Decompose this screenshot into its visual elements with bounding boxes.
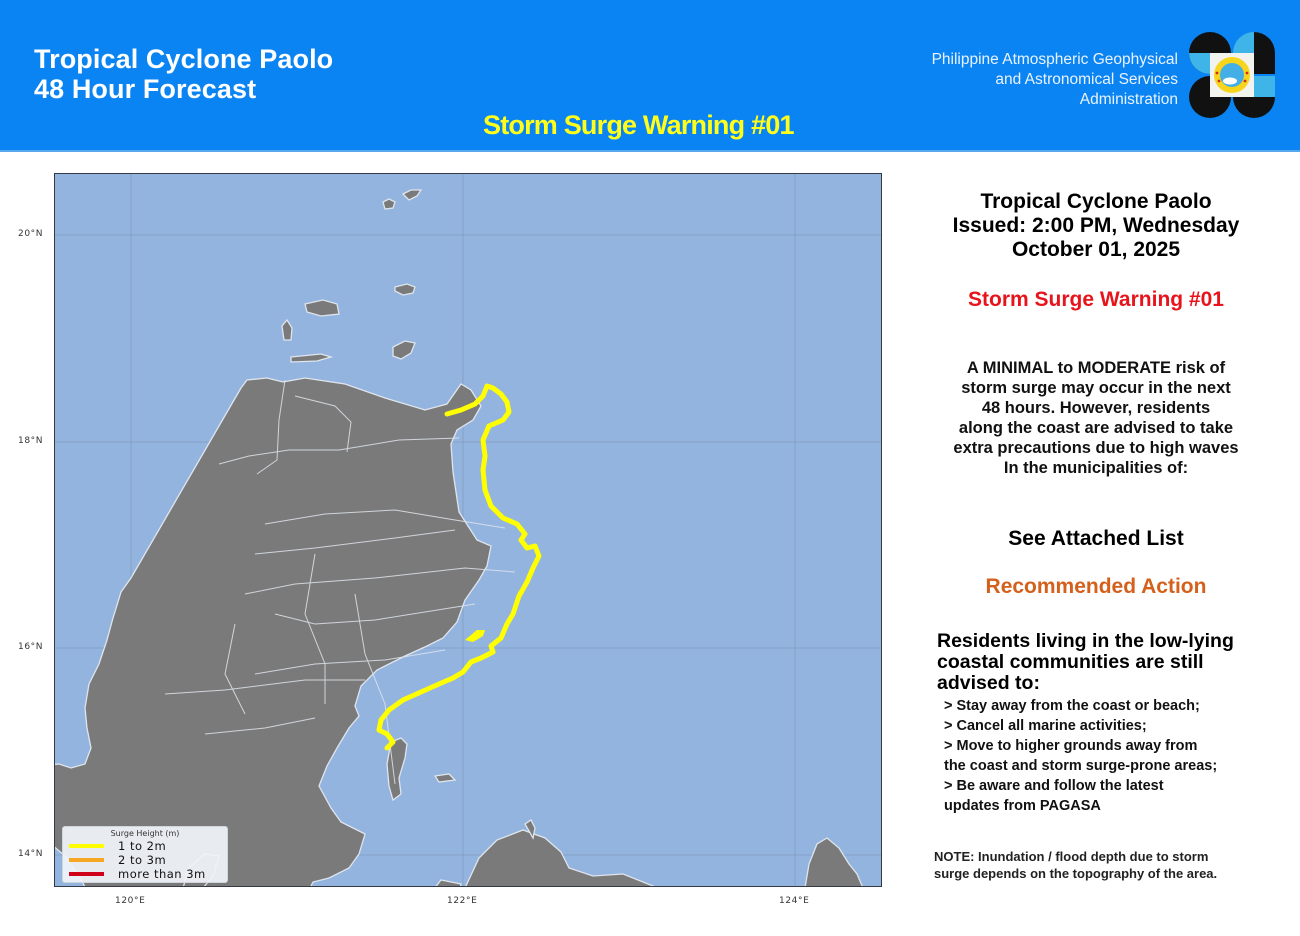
lon-label-120e: 120°E — [115, 896, 146, 906]
bulletin-title — [912, 190, 1280, 262]
step-line: > Stay away from the coast or beach; — [944, 698, 1200, 714]
orange-line-swatch-icon — [69, 858, 104, 862]
header-banner — [0, 0, 1300, 152]
storm-surge-map — [54, 173, 882, 887]
map-canvas — [55, 174, 882, 887]
legend-item-2-to-3m — [69, 853, 166, 867]
see-attached-list: See Attached List — [1008, 527, 1184, 550]
risk-line: In the municipalities of: — [1003, 459, 1189, 477]
recommended-steps — [944, 696, 1217, 816]
bulletin-heading — [912, 190, 1280, 262]
legend-title: Surge Height (m) — [110, 829, 180, 838]
surge-height-legend — [62, 826, 228, 883]
header-warning-label: Storm Surge Warning #01 — [483, 110, 794, 140]
risk-statement — [912, 358, 1280, 478]
red-line-swatch-icon — [69, 872, 104, 876]
residents-line: advised to: — [937, 672, 1040, 694]
lat-label-20n: 20°N — [18, 229, 44, 239]
residents-advisory — [937, 631, 1234, 694]
agency-line-2: and Astronomical Services — [995, 71, 1178, 88]
bulletin-title-line-1: Tropical Cyclone Paolo — [980, 190, 1212, 213]
forecast-title — [34, 44, 333, 104]
risk-line: storm surge may occur in the next — [961, 379, 1231, 397]
surge-islet — [465, 630, 485, 642]
step-line: > Be aware and follow the latest — [944, 778, 1164, 794]
lon-label-124e: 124°E — [779, 896, 810, 906]
step-line: > Cancel all marine activities; — [944, 718, 1147, 734]
bulletin-warning-number: Storm Surge Warning #01 — [968, 288, 1224, 311]
legend-label: 2 to 3m — [118, 853, 167, 867]
step-line: updates from PAGASA — [944, 798, 1101, 814]
land-masses — [55, 190, 863, 887]
topography-note — [934, 848, 1217, 882]
note-line: NOTE: Inundation / flood depth due to storm — [934, 849, 1209, 864]
agency-line-1: Philippine Atmospheric Geophysical — [931, 51, 1178, 68]
residents-line: Residents living in the low-lying — [937, 630, 1234, 652]
lon-label-122e: 122°E — [447, 896, 478, 906]
pagasa-logo-icon — [1186, 29, 1278, 121]
step-line: the coast and storm surge-prone areas; — [944, 758, 1218, 774]
title-line-2: 48 Hour Forecast — [34, 74, 257, 104]
legend-item-more-than-3m — [69, 867, 206, 881]
risk-line: extra precautions due to high waves — [953, 439, 1239, 457]
lat-label-16n: 16°N — [18, 642, 44, 652]
step-line: > Move to higher grounds away from — [944, 738, 1198, 754]
risk-line: 48 hours. However, residents — [981, 399, 1211, 417]
issued-time: Issued: 2:00 PM, Wednesday — [952, 214, 1240, 237]
risk-line: along the coast are advised to take — [958, 419, 1234, 437]
recommended-action-heading: Recommended Action — [985, 575, 1207, 598]
note-line: surge depends on the topography of the area. — [934, 866, 1218, 881]
residents-line: coastal communities are still — [937, 651, 1204, 673]
agency-name — [932, 50, 1178, 110]
yellow-line-swatch-icon — [69, 844, 104, 848]
legend-label: 1 to 2m — [118, 839, 167, 853]
title-line-1: Tropical Cyclone Paolo — [34, 44, 334, 74]
risk-line: A MINIMAL to MODERATE risk of — [966, 359, 1226, 377]
issued-date: October 01, 2025 — [1011, 238, 1181, 261]
lat-label-18n: 18°N — [18, 436, 44, 446]
lat-label-14n: 14°N — [18, 849, 44, 859]
legend-item-1-to-2m — [69, 839, 166, 853]
agency-line-3: Administration — [1079, 91, 1178, 108]
legend-label: more than 3m — [118, 867, 206, 881]
